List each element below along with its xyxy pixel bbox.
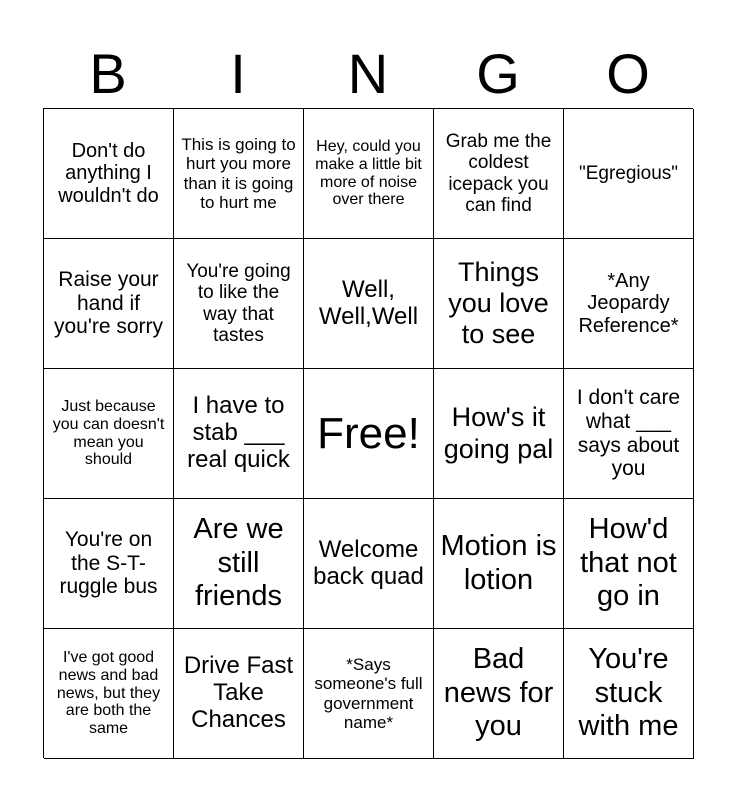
bingo-cell-r5c2[interactable]: Drive Fast Take Chances	[174, 629, 304, 759]
bingo-cell-r3c4[interactable]: How's it going pal	[434, 369, 564, 499]
bingo-cell-r1c2[interactable]: This is going to hurt you more than it is going to hurt me	[174, 109, 304, 239]
header-letter-o: O	[606, 42, 650, 105]
bingo-cell-r3c1[interactable]: Just because you can doesn't mean you should	[44, 369, 174, 499]
bingo-cell-r4c3[interactable]: Welcome back quad	[304, 499, 434, 629]
bingo-cell-r1c3[interactable]: Hey, could you make a little bit more of noise over there	[304, 109, 434, 239]
bingo-cell-r2c2[interactable]: You're going to like the way that tastes	[174, 239, 304, 369]
bingo-cell-r2c3[interactable]: Well, Well,Well	[304, 239, 434, 369]
bingo-cell-free[interactable]: Free!	[304, 369, 434, 499]
bingo-cell-r4c2[interactable]: Are we still friends	[174, 499, 304, 629]
bingo-cell-r2c1[interactable]: Raise your hand if you're sorry	[44, 239, 174, 369]
header-letter-n: N	[347, 42, 389, 105]
header-letter-b: B	[89, 42, 127, 105]
bingo-cell-r1c4[interactable]: Grab me the coldest icepack you can find	[434, 109, 564, 239]
bingo-cell-r4c4[interactable]: Motion is lotion	[434, 499, 564, 629]
bingo-cell-r5c5[interactable]: You're stuck with me	[564, 629, 694, 759]
bingo-cell-r4c5[interactable]: How'd that not go in	[564, 499, 694, 629]
bingo-cell-r5c1[interactable]: I've got good news and bad news, but they are both the same	[44, 629, 174, 759]
bingo-cell-r3c2[interactable]: I have to stab ___ real quick	[174, 369, 304, 499]
bingo-cell-r2c5[interactable]: *Any Jeopardy Reference*	[564, 239, 694, 369]
bingo-cell-r5c4[interactable]: Bad news for you	[434, 629, 564, 759]
bingo-cell-r3c5[interactable]: I don't care what ___ says about you	[564, 369, 694, 499]
bingo-cell-r2c4[interactable]: Things you love to see	[434, 239, 564, 369]
bingo-cell-r5c3[interactable]: *Says someone's full government name*	[304, 629, 434, 759]
header-letter-i: I	[230, 42, 246, 105]
bingo-cell-r1c5[interactable]: "Egregious"	[564, 109, 694, 239]
bingo-cell-r1c1[interactable]: Don't do anything I wouldn't do	[44, 109, 174, 239]
bingo-board	[43, 108, 693, 758]
bingo-header	[43, 40, 693, 108]
header-letter-g: G	[476, 42, 520, 105]
bingo-cell-r4c1[interactable]: You're on the S-T-ruggle bus	[44, 499, 174, 629]
